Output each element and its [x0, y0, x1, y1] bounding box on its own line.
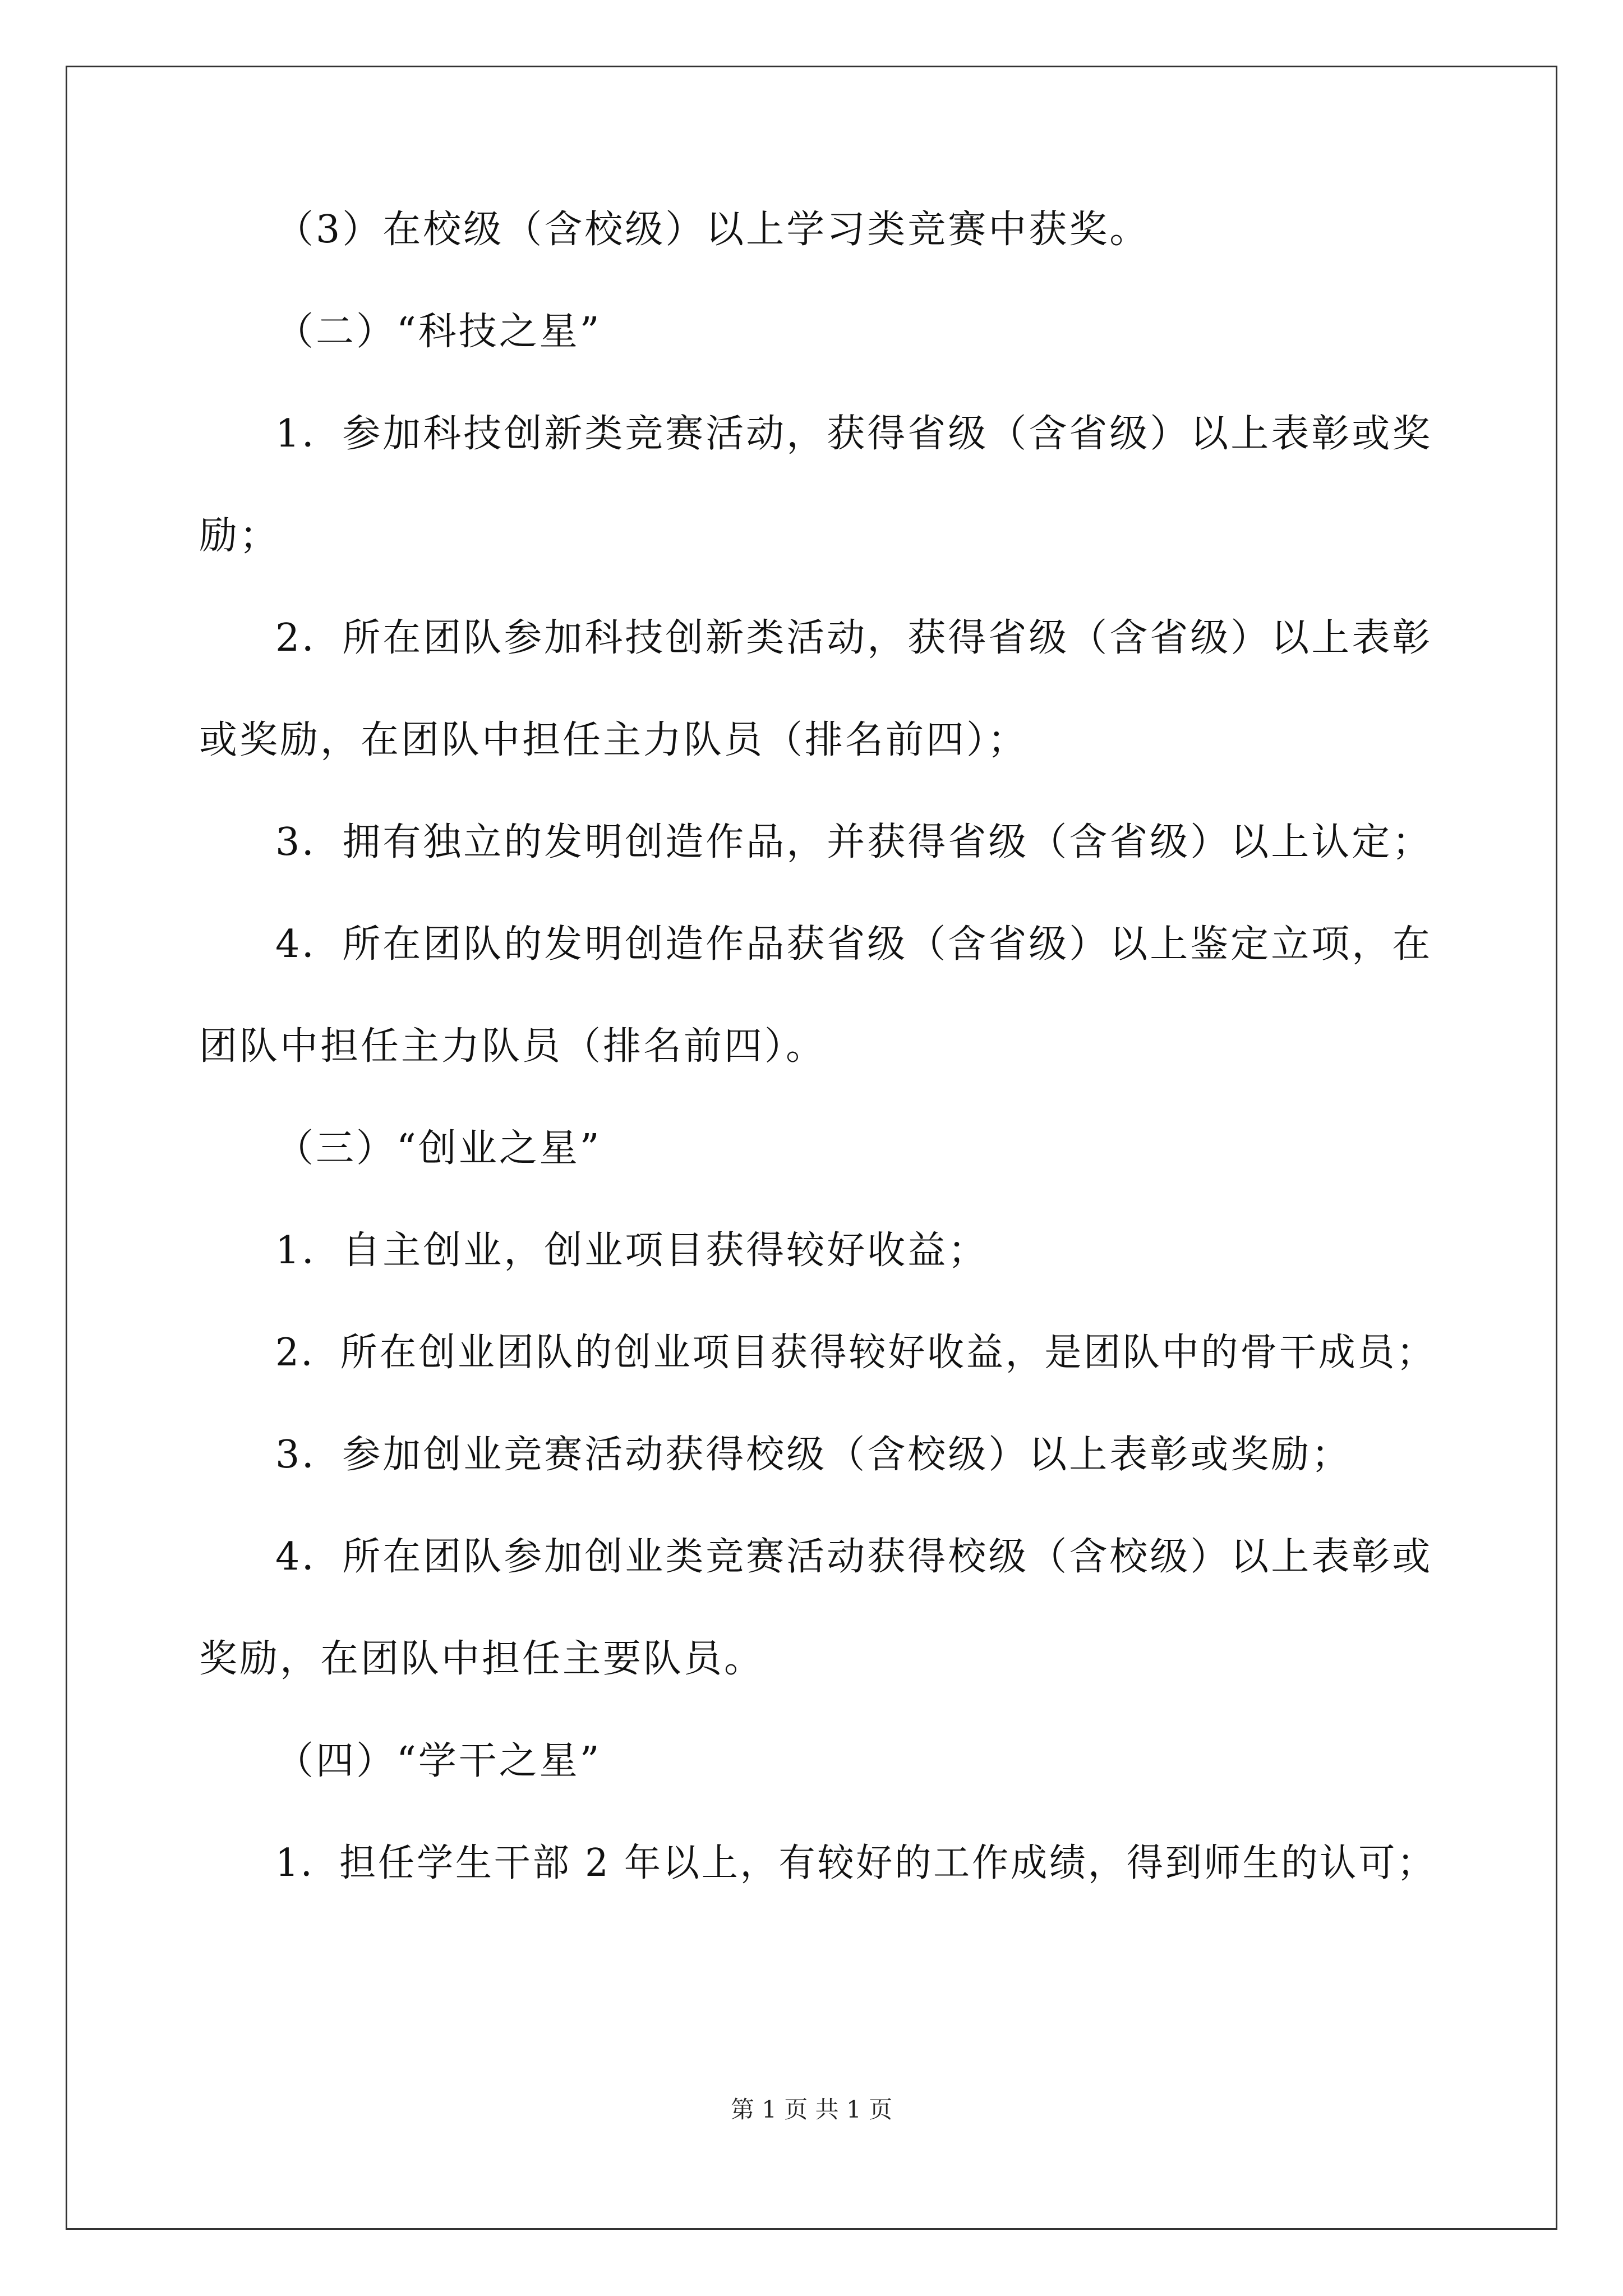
paragraph-line: 励；: [199, 514, 280, 558]
paragraph-line: 2．所在团队参加科技创新类活动，获得省级（含省级）以上表彰: [275, 616, 1433, 660]
paragraph-line: 团队中担任主力队员（排名前四）。: [199, 1024, 827, 1069]
section-heading-startup-star: （三）“创业之星”: [275, 1126, 602, 1171]
paragraph-line: 1．担任学生干部 2 年以上，有较好的工作成绩，得到师生的认可；: [275, 1841, 1436, 1885]
document-body: [199, 209, 1455, 1944]
paragraph-line: 1．参加科技创新类竞赛活动，获得省级（含省级）以上表彰或奖: [275, 412, 1433, 456]
paragraph-line: 4．所在团队的发明创造作品获省级（含省级）以上鉴定立项，在: [275, 922, 1433, 967]
paragraph-line: 1．自主创业，创业项目获得较好收益；: [275, 1228, 989, 1273]
paragraph-line: 2．所在创业团队的创业项目获得较好收益，是团队中的骨干成员；: [275, 1331, 1436, 1375]
paragraph-line: 或奖励，在团队中担任主力队员（排名前四）；: [199, 718, 1029, 762]
page-number-footer: 第 1 页 共 1 页: [730, 2096, 893, 2123]
section-heading-tech-star: （二）“科技之星”: [275, 310, 602, 354]
paragraph-line: 3．参加创业竞赛活动获得校级（含校级）以上表彰或奖励；: [275, 1433, 1352, 1477]
paragraph-line: 奖励，在团队中担任主要队员。: [199, 1637, 765, 1681]
paragraph-line: （3）在校级（含校级）以上学习类竞赛中获奖。: [275, 208, 1150, 252]
paragraph-line: 4．所在团队参加创业类竞赛活动获得校级（含校级）以上表彰或: [275, 1535, 1433, 1579]
paragraph-line: 3．拥有独立的发明创造作品，并获得省级（含省级）以上认定；: [275, 820, 1433, 864]
section-heading-cadre-star: （四）“学干之星”: [275, 1739, 602, 1783]
